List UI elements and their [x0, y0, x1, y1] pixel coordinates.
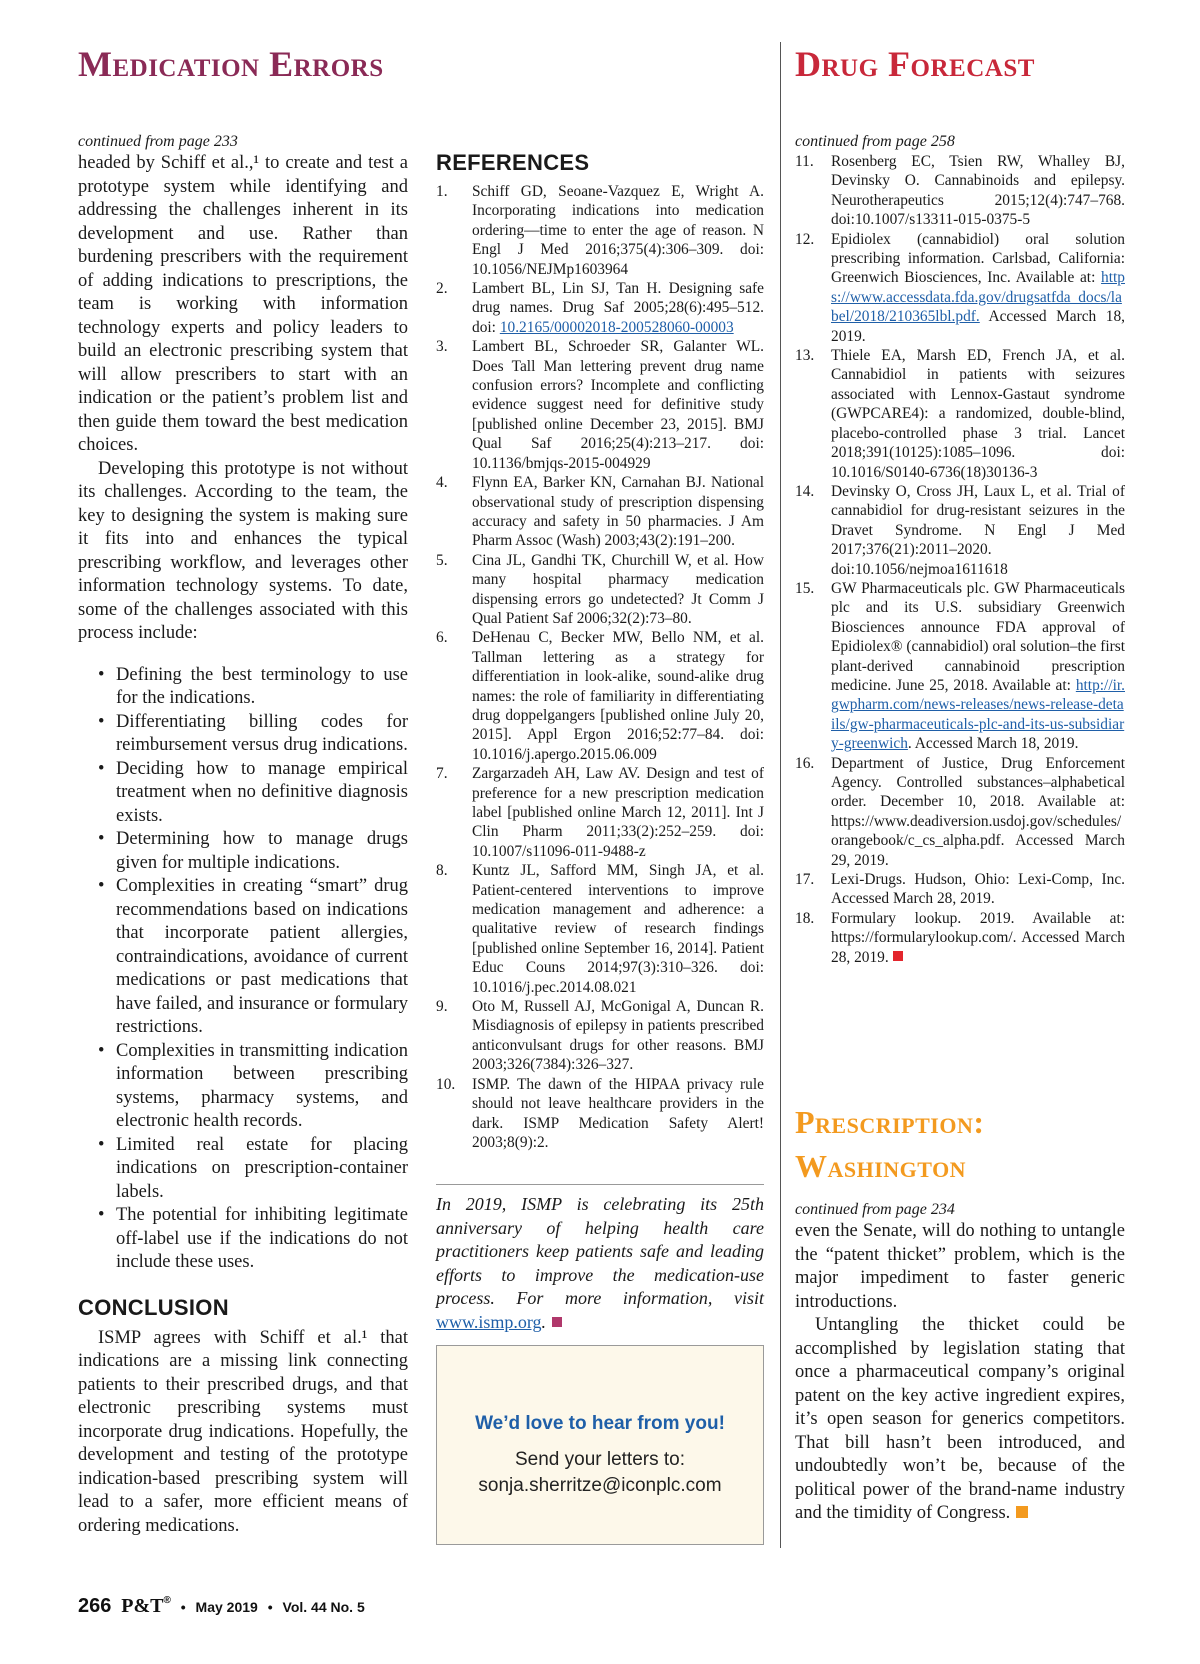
- reference-item: 18. Formulary lookup. 2019. Available at: https://formularylookup.com/. Accessed March 28, 2019.: [795, 909, 1125, 966]
- paragraph: ISMP agrees with Schiff et al.¹ that indications are a missing link connecting patients to their prescribed drugs, and that electronic prescribing systems must incorporate drug indications. Hopefully, the development and testing of the prototype indication-based prescribing system will lead to a safer, more efficient means of ordering medications.: [78, 1327, 408, 1536]
- reference-item: 12. Epidiolex (cannabidiol) oral solution prescribing information. Carlsbad, California: Greenwich Biosciences, Inc. Available at: https://www.accessdata.fda.gov/drugsatfda_docs/label/2018/210365lbl.pdf. Accessed March 18, 2019.: [795, 230, 1126, 345]
- issue-volume: Vol. 44 No. 5: [282, 1599, 365, 1615]
- end-mark-icon: [552, 1317, 562, 1327]
- reference-item: 10. ISMP. The dawn of the HIPAA privacy rule should not leave healthcare providers in the dark. ISMP Medication Safety Alert! 2003;8(9):2.: [436, 1075, 764, 1151]
- fda-label-link[interactable]: https://www.accessdata.fda.gov/drugsatfda_docs/label/2018/210365lbl.pdf.: [831, 269, 1125, 326]
- list-item: • Determining how to manage drugs given for multiple indications.: [78, 828, 408, 875]
- continued-from-label: continued from page 234: [795, 1201, 955, 1218]
- continued-from-label: continued from page 233: [78, 133, 238, 150]
- callout-email[interactable]: sonja.sherritze@iconplc.com: [478, 1475, 722, 1496]
- end-mark-icon: [893, 951, 903, 961]
- conclusion-body: [78, 1327, 408, 1539]
- middle-column: [436, 150, 764, 1152]
- note-divider: [436, 1184, 764, 1185]
- list-item: • Complexities in transmitting indication information between prescribing systems, pharmacy systems, and electronic health records.: [78, 1040, 408, 1134]
- right-column: [795, 132, 1125, 967]
- reference-item: 14. Devinsky O, Cross JH, Laux L, et al. Trial of cannabidiol for drug-resistant seizures in the Dravet Syndrome. N Engl J Med 2017;376(21):2011–2020. doi:10.1056/nejmoa1611618: [795, 482, 1125, 578]
- reference-item: 17. Lexi-Drugs. Hudson, Ohio: Lexi-Comp, Inc. Accessed March 28, 2019.: [795, 871, 1125, 908]
- article-body: [795, 1220, 1125, 1526]
- paragraph: even the Senate, will do nothing to untangle the “patent thicket” problem, which is the major impediment to faster generic introductions.: [795, 1221, 1125, 1312]
- list-item: • Deciding how to manage empirical treatment when no definitive diagnosis exists.: [78, 758, 408, 829]
- registered-mark: ®: [163, 1595, 171, 1606]
- separator: •: [267, 1599, 273, 1615]
- journal-name: P&T: [121, 1595, 164, 1617]
- reference-item: 1. Schiff GD, Seoane-Vazquez E, Wright A. Incorporating indications into medication ordering—time to enter the age of reason. N Engl J Med 2016;375(4):306–309. doi: 10.1056/NEJMp1603964: [436, 183, 764, 278]
- column-divider: [780, 42, 781, 1548]
- paragraph: Untangling the thicket could be accomplished by legislation stating that once a pharmaceutical company’s original patent on the key active ingredient expires, it’s open season for generics competitors. That bill hasn’t been introduced, and undoubtedly won’t be, because of the political power of the brand-name industry and the timidity of Congress.: [795, 1315, 1125, 1523]
- section-title-line: Prescription:: [795, 1104, 985, 1140]
- reference-item: 6. DeHenau C, Becker MW, Bello NM, et al. Tallman lettering as a strategy for differentiation in look-alike, sound-alike drug names: the role of familiarity in differentiating drug doppelgangers [published online July 20, 2015]. Appl Ergon 2016;52:77–84. doi: 10.1016/j.apergo.2015.06.009: [436, 629, 764, 763]
- section-title-line: Washington: [795, 1148, 967, 1184]
- continued-from-label: continued from page 258: [795, 133, 955, 150]
- reference-item: 8. Kuntz JL, Safford MM, Singh JA, et al. Patient-centered interventions to improve medication management and adherence: a qualitative review of research findings [published online September 16, 2014]. Patient Educ Couns 2014;97(3):310–326. doi: 10.1016/j.pec.2014.08.021: [436, 862, 764, 996]
- callout-headline: We’d love to hear from you!: [475, 1413, 725, 1434]
- page-number: 266: [78, 1595, 112, 1617]
- reference-item: 4. Flynn EA, Barker KN, Carnahan BJ. National observational study of prescription dispensing accuracy and safety in 50 pharmacies. J Am Pharm Assoc (Wash) 2003;43(2):191–200.: [436, 474, 764, 550]
- section-title-medication-errors: Medication Errors: [78, 44, 384, 84]
- section-title-drug-forecast: Drug Forecast: [795, 44, 1035, 84]
- washington-article: [795, 1200, 1125, 1526]
- end-mark-icon: [1016, 1506, 1028, 1518]
- challenges-list: [78, 664, 408, 1275]
- ismp-website-link[interactable]: www.ismp.org: [436, 1311, 542, 1332]
- list-item: • Differentiating billing codes for reimbursement versus drug indications.: [78, 711, 408, 758]
- list-item: • The potential for inhibiting legitimate off-label use if the indications do not include these uses.: [78, 1204, 408, 1275]
- list-item: • Limited real estate for placing indications on prescription-container labels.: [78, 1134, 408, 1205]
- reference-item: 11. Rosenberg EC, Tsien RW, Whalley BJ, Devinsky O. Cannabinoids and epilepsy. Neurotherapeutics 2015;12(4):747–768. doi:10.1007/s13311-015-0375-5: [795, 153, 1125, 229]
- reference-item: 16. Department of Justice, Drug Enforcement Agency. Controlled substances–alphabetical order. December 10, 2018. Available at: https://www.deadiversion.usdoj.gov/schedules/orangebook/c_cs_alpha.pdf. Accessed March 29, 2019.: [795, 754, 1125, 869]
- issue-date: May 2019: [195, 1599, 258, 1615]
- article-body: [78, 152, 408, 646]
- callout-line: Send your letters to:: [514, 1449, 686, 1470]
- references-list: [436, 182, 764, 1152]
- references-heading: REFERENCES: [436, 150, 590, 175]
- list-item: • Defining the best terminology to use for the indications.: [78, 664, 408, 711]
- reference-item: 9. Oto M, Russell AJ, McGonigal A, Duncan R. Misdiagnosis of epilepsy in patients prescribed anticonvulsant drugs for other reasons. BMJ 2003;326(7384):326–327.: [436, 998, 764, 1074]
- paragraph: headed by Schiff et al.,¹ to create and test a prototype system while identifying and addressing the challenges inherent in its development and use. Rather than burdening prescribers with the requirement of adding indications to prescriptions, the team is working with information technology experts and policy leaders to build an electronic prescribing system that will allow prescribers to start with an indication or the patient’s problem list and then guide them toward the best medication choices.: [78, 153, 408, 455]
- paragraph: Developing this prototype is not without its challenges. According to the team, the key to designing the system is making sure it fits into and enhances the typical prescribing workflow, and leverages other information technology systems. To date, some of the challenges associated with this process include:: [78, 458, 408, 643]
- references-list: [795, 152, 1125, 967]
- left-column: [78, 132, 408, 1538]
- list-item: • Complexities in creating “smart” drug recommendations based on indications that incorporate patient allergies, contraindications, avoidance of current medications or past medications that have failed, and insurance or formulary restrictions.: [78, 875, 408, 1040]
- reference-item: 3. Lambert BL, Schroeder SR, Galanter WL. Does Tall Man lettering prevent drug name confusion errors? Incomplete and conflicting evidence suggest need for definitive study [published online December 23, 2015]. BMJ Qual Saf 2016;25(4):213–217. doi: 10.1136/bmjqs-2015-004929: [436, 338, 764, 472]
- doi-link[interactable]: 10.2165/00002018-200528060-00003: [499, 318, 734, 336]
- letters-callout-box: [436, 1345, 764, 1545]
- ismp-anniversary-note: In 2019, ISMP is celebrating its 25th anniversary of helping health care practitioners keep patients safe and leading efforts to improve the medication-use process. For more information, visit www.ismp.org.: [436, 1194, 764, 1332]
- reference-item: 15. GW Pharmaceuticals plc. GW Pharmaceuticals plc and its U.S. subsidiary Greenwich Biosciences announce FDA approval of Epidiolex® (cannabidiol) oral solution–the first plant-derived cannabinoid prescription medicine. June 25, 2018. Available at: http://ir.gwpharm.com/news-releases/news-release-details/gw-pharmaceuticals-plc-and-its-us-subsidiary-greenwich. Accessed March 18, 2019.: [795, 579, 1125, 753]
- reference-item: 2. Lambert BL, Lin SJ, Tan H. Designing safe drug names. Drug Saf 2005;28(6):495–512. doi: 10.2165/00002018-200528060-00003: [436, 280, 764, 336]
- separator: •: [180, 1599, 186, 1615]
- conclusion-heading: CONCLUSION: [78, 1294, 229, 1320]
- reference-item: 5. Cina JL, Gandhi TK, Churchill W, et al. How many hospital pharmacy medication dispensing errors go undetected? Jt Comm J Qual Patient Saf 2006;32(2):73–80.: [436, 551, 764, 627]
- reference-item: 7. Zargarzadeh AH, Law AV. Design and test of preference for a new prescription medication label [published online March 12, 2011]. Int J Clin Pharm 2011;33(2):252–259. doi: 10.1007/s11096-011-9488-z: [436, 765, 764, 860]
- page-footer: [78, 1595, 365, 1618]
- reference-item: 13. Thiele EA, Marsh ED, French JA, et al. Cannabidiol in patients with seizures associated with Lennox-Gastaut syndrome (GWPCARE4): a randomized, double-blind, placebo-controlled phase 3 trial. Lancet 2018;391(10125):1085–1096. doi: 10.1016/S0140-6736(18)30136-3: [795, 347, 1125, 481]
- section-title-prescription-washington: [795, 1100, 985, 1188]
- gw-pharm-link[interactable]: http://ir.gwpharm.com/news-releases/news-release-details/gw-pharmaceuticals-plc-and-its-us-subsidiary-greenwich: [831, 676, 1125, 753]
